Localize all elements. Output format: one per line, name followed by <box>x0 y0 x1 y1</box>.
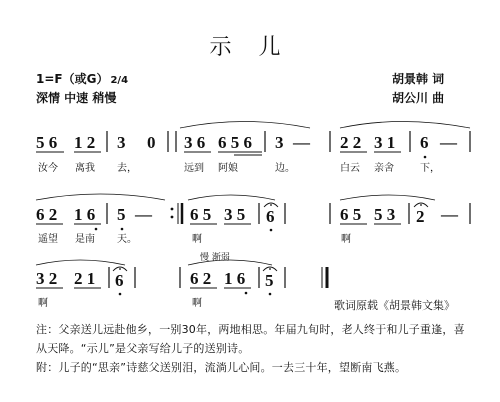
note-group: 6 <box>266 207 275 226</box>
note-group: 2 2 <box>340 133 362 152</box>
svg-text:离我: 离我 <box>75 163 95 174</box>
lyrics-row-3 <box>38 297 202 309</box>
note-group: 5 6 <box>36 133 58 152</box>
note-group: 5 <box>117 205 126 224</box>
footnote-1: 注：父亲送儿远赴他乡，一别30年，两地相思。年届九旬时，老人终于和儿子重逢，喜从天降。“示儿”是父亲写给儿子的送别诗。 <box>36 323 465 355</box>
note-group: 0 <box>147 133 156 152</box>
svg-text:阿娘: 阿娘 <box>218 163 238 174</box>
note-group: 3 <box>275 133 284 152</box>
svg-text:去，: 去， <box>117 163 137 174</box>
footnote-2: 附：儿子的“思亲”诗慈父送别泪，流淌儿心间。一去三十年，望断南飞燕。 <box>36 361 407 374</box>
svg-text:是南: 是南 <box>75 234 95 245</box>
score-row-3 <box>36 260 327 295</box>
time-signature: 2/4 <box>110 75 129 86</box>
note-group: 6 5 6 <box>218 133 252 152</box>
dash: — <box>441 205 458 224</box>
lyrics-row-1 <box>38 161 440 174</box>
svg-text:遥望: 遥望 <box>38 234 58 245</box>
dash: — <box>440 133 457 152</box>
note-group: 5 3 <box>374 205 396 224</box>
song-title: 示 儿 <box>209 35 291 60</box>
svg-text:啊: 啊 <box>192 298 202 309</box>
svg-text:汝今: 汝今 <box>38 163 58 174</box>
svg-text:啊: 啊 <box>38 298 48 309</box>
tempo-mark-slow: 慢 渐弱 <box>200 253 230 263</box>
svg-text:啊: 啊 <box>192 234 202 245</box>
note-group: 3 5 <box>224 205 246 224</box>
note-group: 1 6 <box>74 205 96 224</box>
key-text: 1=F（或G） <box>36 72 109 86</box>
source-note: 歌词原载《胡景韩文集》 <box>334 299 455 312</box>
svg-text:远到: 远到 <box>184 163 204 174</box>
note-group: 6 5 <box>190 205 212 224</box>
note-group: 1 6 <box>224 269 246 288</box>
note-group: 6 2 <box>36 205 58 224</box>
svg-text:白云: 白云 <box>340 163 360 174</box>
score-row-1 <box>36 122 470 159</box>
dash: — <box>135 205 152 224</box>
note-group: 2 <box>416 207 425 226</box>
note-group: 6 <box>420 133 429 152</box>
tempo-marking: 深情 中速 稍慢 <box>36 91 117 105</box>
note-group: 6 5 <box>340 205 362 224</box>
dash: — <box>293 133 310 152</box>
score-row-2 <box>36 194 470 231</box>
svg-text:下，: 下， <box>420 163 440 174</box>
svg-text:天。: 天。 <box>117 234 137 245</box>
note-group: 1 2 <box>74 133 96 152</box>
note-group: 5 <box>265 271 274 290</box>
note-group: 6 <box>115 271 124 290</box>
lyrics-row-2 <box>38 232 351 245</box>
note-group: 3 1 <box>374 133 396 152</box>
composer-credit: 胡公川 曲 <box>392 91 445 105</box>
note-group: 3 6 <box>184 133 206 152</box>
svg-text:亲舍: 亲舍 <box>374 163 394 174</box>
note-group: 3 <box>117 133 126 152</box>
note-group: 3 2 <box>36 269 58 288</box>
note-group: 6 2 <box>190 269 212 288</box>
svg-text:边。: 边。 <box>275 163 295 174</box>
lyricist-credit: 胡景韩 词 <box>392 72 445 86</box>
svg-text:啊: 啊 <box>341 234 351 245</box>
note-group: 2 1 <box>74 269 96 288</box>
